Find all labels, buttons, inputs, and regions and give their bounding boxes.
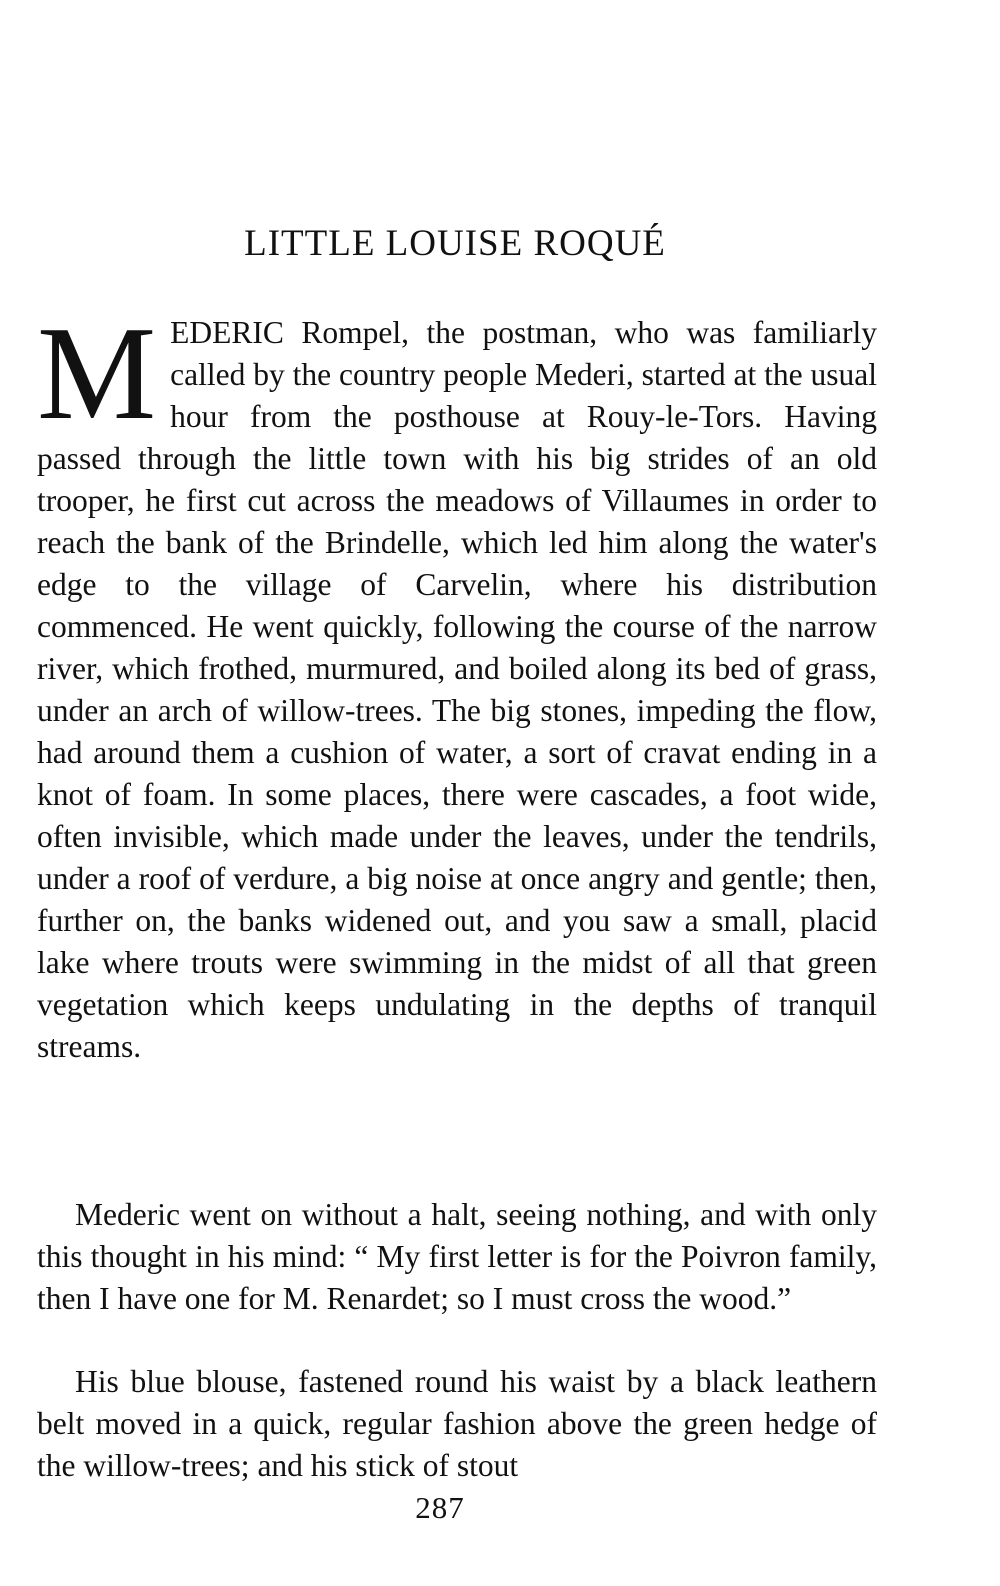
chapter-title: LITTLE LOUISE ROQUÉ — [244, 223, 666, 264]
paragraph-2: Mederic went on without a halt, seeing nothing, and with only this thought in his mind: “ My first letter is for the Poivron family, then I have one for M. Renardet; so I must cross the wood.” — [37, 1197, 877, 1316]
paragraph-1-text: EDERIC Rompel, the postman, who was familiarly called by the country people Mederi, started at the usual hour from the posthouse at Rouy-le-Tors. Having passed through the little town with his big strides of an old trooper, he first cut across the meadows of Villaumes in order to reach the bank of the Brindelle, which led him along the water's edge to the village of Carvelin, where his distribution commenced. He went quickly, following the course of the narrow river, which frothed, murmured, and boiled along its bed of grass, under an arch of willow-trees. The big stones, impeding the flow, had around them a cushion of water, a sort of cravat ending in a knot of foam. In some places, there were cascades, a foot wide, often invisible, which made under the leaves, under the tendrils, under a roof of verdure, a big noise at once angry and gentle; then, further on, the banks widened out, and you saw a small, placid lake where trouts were swimming in the midst of all that green vegetation which keeps undulating in the depths of tranquil streams. — [37, 315, 877, 1064]
paragraph-3: His blue blouse, fastened round his waist by a black leathern belt moved in a quick, regular fashion above the green hedge of the willow-trees; and his stick of stout — [37, 1364, 877, 1483]
paragraph-1 — [37, 299, 877, 1068]
drop-cap: M — [37, 299, 157, 447]
page-number: 287 — [415, 1490, 465, 1525]
